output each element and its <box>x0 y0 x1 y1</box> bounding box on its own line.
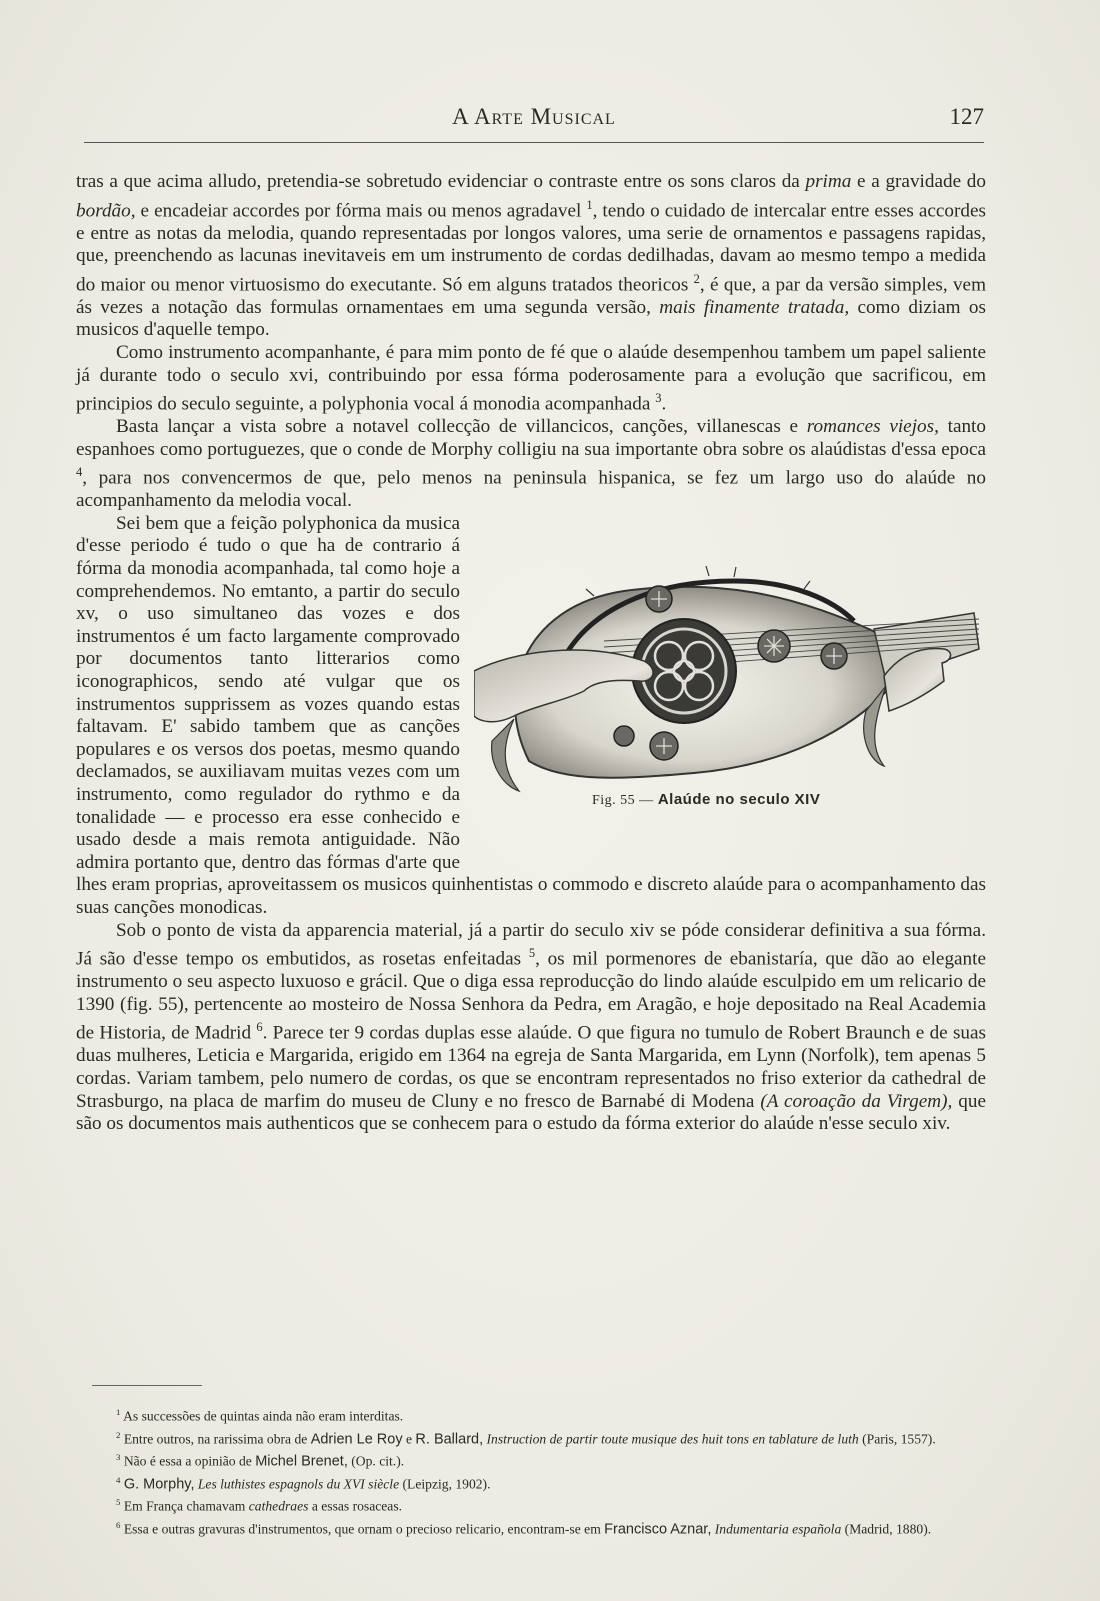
figure-caption-text: Alaúde no seculo XIV <box>657 790 821 808</box>
text-run: a essas rosaceas. <box>308 1498 403 1514</box>
paragraph <box>76 171 986 342</box>
text-run: Sei bem que a feição polyphonica da musica d'esse periodo é tudo o que ha de contrario á fórma da monodia acompanhada, tal como hoje a comprehendemos. No emtanto, a partir do seculo xv, o uso simultaneo das vozes e dos instrumentos é um facto largamente comprovado por documentos tanto litterarios como iconographicos, sendo até vulgar que os instrumentos supprissem as vozes quando estas faltavam. E' sabido tambem que as canções populares e os versos dos poetas, mesmo quando declamados, se auxiliavam muitas vezes com um instrumento, como regulador do rythmo e da tonalidade — e processo era esse conhecido e usado desde a mais remota antiguidade. Não admira portanto que, dentro das fórmas d'arte que lhes eram proprias, aproveitassem os musicos quinhentistas o commodo e discreto alaúde para o acompanhamento das suas canções monodicas. <box>76 512 986 918</box>
body-text <box>76 171 986 1136</box>
lute-figure <box>474 521 986 854</box>
text-run: 2 <box>116 1429 121 1440</box>
text-run: como diziam os musicos d'aquelle tempo. <box>76 296 986 341</box>
footnote <box>76 1516 986 1539</box>
text-run: Sob o ponto de vista da apparencia material, já a partir do seculo xiv se póde considerar definitiva a sua fórma. Já são d'esse tempo os embutidos, as rosetas enfeitadas <box>76 919 986 970</box>
text-run: 3 <box>655 391 662 406</box>
text-run: Michel Brenet, <box>255 1453 348 1470</box>
text-run: Essa e outras gravuras d'instrumentos, que ornam o precioso relicario, encontram-se em <box>120 1521 605 1537</box>
footnotes <box>76 1403 986 1538</box>
text-run: romances viejos, <box>806 416 939 438</box>
text-run: 6 <box>116 1519 121 1530</box>
text-run: 4 <box>76 465 83 480</box>
text-run: Como instrumento acompanhante, é para mim ponto de fé que o alaúde desempenhou tambem um papel saliente já durante todo o seculo xvi, contribuindo por essa fórma poderosamente para a evolução que sacrificou, em principios do seculo seguinte, a polyphonia vocal á monodia acompanhada <box>76 341 986 415</box>
text-run: . <box>661 393 667 415</box>
footnote <box>76 1448 986 1471</box>
text-run: Não é essa a opinião de <box>120 1453 256 1469</box>
text-run: , para nos convencermos de que, pelo menos na peninsula hispanica, se fez um largo uso do alaúde no acompanhamento da melodia vocal. <box>76 467 986 512</box>
text-run: Adrien Le Roy <box>310 1431 403 1448</box>
text-run: . Parece ter 9 cordas duplas esse alaúde. O que figura no tumulo de Robert Braunch e de suas duas mulheres, Leticia e Margarida, erigido em 1364 na egreja de Santa Margarida, em Lynn (Norfolk), tem apenas 5 cordas. Variam tambem, pelo numero de cordas, os que se encontram representados no friso exterior da cathedral de Strasburgo, na placa de marfim do museu de Cluny e no fresco de Barnabé di Modena <box>76 1022 986 1112</box>
figure-number: Fig. 55 — <box>592 792 654 808</box>
text-run: , é que, a par da versão simples, vem ás vezes a notação das formulas ornamentaes em uma segunda versão, <box>76 274 986 318</box>
text-run: 3 <box>116 1452 121 1463</box>
text-run: Em França chamavam <box>120 1498 249 1514</box>
text-run: e <box>402 1431 416 1447</box>
text-run: 5 <box>116 1497 121 1508</box>
page-number: 127 <box>949 104 984 129</box>
text-run: As successões de quintas ainda não eram interditas. <box>120 1408 404 1424</box>
text-run: (Leipzig, 1902). <box>399 1476 491 1492</box>
text-run: G. Morphy, <box>123 1476 195 1493</box>
text-run: prima <box>805 171 852 192</box>
text-run: bordão, <box>76 199 136 221</box>
footnote <box>76 1471 986 1494</box>
text-run: e encadeiar accordes por fórma mais ou menos agradavel <box>135 199 587 221</box>
text-run: cathedraes <box>248 1498 309 1514</box>
text-run: Basta lançar a vista sobre a notavel collecção de villancicos, canções, villanescas e <box>116 416 807 438</box>
text-run: Instruction de partir toute musique des huit tons en tablature de luth <box>486 1431 859 1447</box>
text-run: e a gravidade do <box>851 171 986 192</box>
text-run: 4 <box>116 1474 121 1485</box>
text-run: 1 <box>586 197 593 212</box>
header-rule <box>84 142 984 143</box>
text-run: (A coroação da Virgem), <box>760 1090 953 1112</box>
text-run: Francisco Aznar, <box>604 1521 712 1538</box>
text-run: tras a que acima alludo, pretendia-se sobretudo evidenciar o contraste entre os sons claros da <box>76 171 806 192</box>
text-run: , os mil pormenores de ebanistaría, que dão ao elegante instrumento o seu aspecto luxuoso e grácil. Que o diga essa reproducção do lindo alaúde esculpido em um relicario de 1390 (fig. 55), pertencente ao mosteiro de Nossa Senhora da Pedra, em Aragão, e hoje depositado na Real Academia de Historia, de Madrid <box>76 948 986 1044</box>
text-run: Indumentaria española <box>714 1521 842 1537</box>
text-run: Les luthistes espagnols du XVI siècle <box>197 1476 400 1492</box>
text-run: 5 <box>528 946 536 961</box>
text-run: 2 <box>693 271 700 286</box>
text-run: (Op. cit.). <box>347 1453 405 1469</box>
lute-engraving-image <box>474 521 986 821</box>
paragraph <box>76 920 986 1136</box>
text-run: 1 <box>116 1407 121 1417</box>
text-run: Entre outros, na rarissima obra de <box>120 1431 311 1447</box>
running-title: A Arte Musical <box>452 104 616 129</box>
text-run: (Paris, 1557). <box>858 1431 936 1447</box>
page-header <box>84 104 984 138</box>
text-run: tanto espanhoes como portuguezes, que o conde de Morphy colligiu na sua importante obra sobre os alaúdistas d'essa epoca <box>76 416 986 460</box>
paragraph <box>76 342 986 416</box>
text-run: (Madrid, 1880). <box>841 1521 932 1537</box>
footnote <box>76 1403 986 1426</box>
text-run: 6 <box>256 1020 263 1035</box>
text-run: , tendo o cuidado de intercalar entre esses accordes e entre as notas da melodia, quando representadas por longos valores, uma serie de ornamentos e passagens rapidas, que, preenchendo as lacunas inevitaveis em um instrumento de cordas dedilhadas, davam ao mesmo tempo a medida do maior ou menor virtuosismo do executante. Só em alguns tratados theoricos <box>76 199 986 296</box>
text-run: mais finamente tratada, <box>659 296 850 318</box>
figure-caption <box>592 789 820 813</box>
paragraph <box>76 416 986 513</box>
text-run: que são os documentos mais authenticos que se conhecem para o estudo da fórma exterior do alaúde n'esse seculo xiv. <box>76 1090 986 1135</box>
text-run: R. Ballard, <box>415 1431 484 1448</box>
footnote <box>76 1426 986 1449</box>
footnote-rule <box>92 1385 202 1386</box>
footnote <box>76 1493 986 1516</box>
